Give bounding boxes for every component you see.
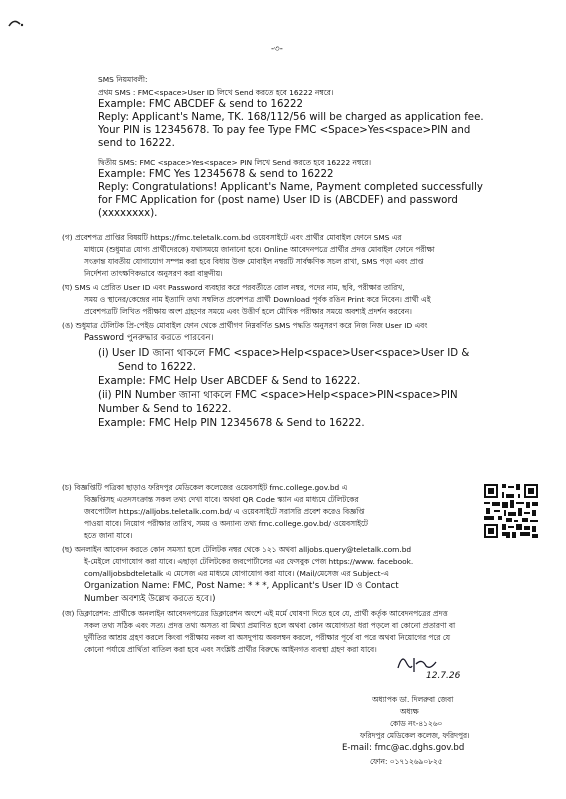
item-u-line-6: (ii) PIN Number জানা থাকলে FMC <space>Help<space>PIN<space>PIN (98, 390, 458, 401)
item-ch-line-5: Number অবশ্যই উল্লেখ করতে হবে।) (84, 594, 216, 604)
item-ch-line-3: com/alljobsbdteletalk এ মেসেজ এর মাধ্যমে যোগাযোগ করা যাবে। (Mail/মেসেজ এর Subject-এ (84, 569, 389, 578)
item-ch-line-1: (ছ) অনলাইন আবেদন করতে কোন সমস্যা হলে টেলিটক নম্বর থেকে ১২১ অথবা alljobs.query@teletalk.com.bd (62, 545, 412, 554)
second-sms-rule: দ্বিতীয় SMS: FMC <space>Yes<space> PIN লিখে Send করতে হবে 16222 নম্বরে। (98, 158, 372, 167)
item-gh-line-2: সময় ও স্থানের/কেন্দ্রের নাম ইত্যাদি তথ্য সম্বলিত প্রবেশপত্র প্রার্থী Download পূর্বক রঙিন Print করে নিবেন। প্রার্থী এই (84, 295, 431, 304)
second-sms-example: Example: FMC Yes 12345678 & send to 16222 (98, 169, 334, 180)
item-j-line-1: (জ) ডিক্লারেশন: প্রার্থীকে অনলাইন আবেদনপত্রের ডিক্লারেশন অংশে এই মর্মে ঘোষণা দিতে হবে যে, প্রার্থী কর্তৃক আবেদনপত্রের প্রদত্ত (62, 609, 448, 618)
item-g-line-3: সংক্রান্ত যাবতীয় যোগাযোগ সম্পন্ন করা হবে বিধায় উক্ত মোবাইল নম্বরটি সার্বক্ষণিক সচল রাখা, SMS পড়া এবং প্রাপ্ত (84, 257, 424, 266)
item-ch-line-4: Organization Name: FMC, Post Name: * * *, Applicant's User ID ও Contact (84, 581, 399, 591)
first-sms-reply-3: send to 16222. (98, 138, 175, 149)
signatory-code: কোড নং-৪১২৬০ (390, 719, 443, 728)
item-g-line-1: (গ) প্রবেশপত্র প্রাপ্তির বিষয়টি https://fmc.teletalk.com.bd ওয়েবসাইটে এবং প্রার্থীর মোবাইল ফোনে SMS এর (62, 233, 402, 242)
second-sms-reply-2: for FMC Application for (post name) User ID is (ABCDEF) and password (98, 195, 458, 206)
signatory-title: অধ্যক্ষ (400, 707, 419, 716)
signatory-name: অধ্যাপক ডা. দিলরুবা জেবা (372, 695, 454, 704)
sms-rules-heading: SMS নিয়মাবলী: (98, 75, 148, 84)
item-u-line-3: (i) User ID জানা থাকলে FMC <space>Help<space>User<space>User ID & (98, 348, 470, 359)
item-u-line-7: Number & Send to 16222. (98, 404, 232, 415)
second-sms-reply-3: (xxxxxxxx). (98, 208, 158, 219)
qr-code-image[interactable] (482, 482, 540, 540)
item-j-line-2: সকল তথ্য সঠিক এবং সত্য। প্রদত্ত তথ্য অসত্য বা মিথ্যা প্রমাণিত হলে অথবা কোন অযোগ্যতা ধরা পড়লে বা কোনো প্রতারণা বা (84, 621, 456, 630)
second-sms-reply-1: Reply: Congratulations! Applicant's Name, Payment completed successfully (98, 182, 483, 193)
first-sms-reply-1: Reply: Applicant's Name, TK. 168/112/56 will be charged as application fee. (98, 112, 484, 123)
item-j-line-3: দুর্নীতির আশ্রয় গ্রহণ করলে কিংবা পরীক্ষায় নকল বা অসদুপায় অবলম্বন করলে, পরীক্ষার পূর্বে বা পরে অথবা নিয়োগের পরে যে (84, 633, 451, 642)
signatory-institution: ফরিদপুর মেডিকেল কলেজ, ফরিদপুর। (360, 731, 470, 740)
punch-hole-mark (6, 6, 32, 32)
item-gh-line-3: প্রবেশপত্রটি লিখিত পরীক্ষায় অংশ গ্রহণের সময়ে এবং উত্তীর্ণ হলে মৌখিক পরীক্ষার সময়ে অবশ্যই প্রদর্শন করবেন। (84, 307, 412, 316)
first-sms-example: Example: FMC ABCDEF & send to 16222 (98, 99, 303, 110)
item-g-line-4: নির্দেশনা তাৎক্ষণিকভাবে অনুসরণ করা বাঞ্ছনীয়। (84, 269, 223, 278)
item-c-line-5: হতে জানা যাবে। (84, 531, 133, 540)
item-u-line-2: Password পুনরুদ্ধার করতে পারবেন। (84, 333, 214, 343)
signature-date: 12.7.26 (426, 671, 461, 681)
item-u-line-5: Example: FMC Help User ABCDEF & Send to 16222. (98, 376, 361, 387)
signatory-email[interactable]: E-mail: fmc@ac.dghs.gov.bd (342, 743, 465, 753)
item-g-line-2: মাধ্যমে (শুধুমাত্র যোগ্য প্রার্থীদেরকে) যথাসময়ে জানানো হবে। Online আবেদনপত্রে প্রার্থীর প্রদত্ত মোবাইল ফোনে পরীক্ষা (84, 245, 435, 254)
first-sms-rule: প্রথম SMS : FMC<space>User ID লিখে Send করতে হবে 16222 নম্বরে। (98, 88, 334, 97)
first-sms-reply-2: Your PIN is 12345678. To pay fee Type FMC <Space>Yes<space>PIN and (98, 125, 471, 136)
item-ch-line-2: ই-মেইলে যোগাযোগ করা যাবে। এছাড়া টেলিটকের জবপোর্টালের এর ফেসবুক পেজ https://www. facebook. (84, 557, 414, 566)
item-u-line-1: (ঙ) শুধুমাত্র টেলিটক প্রি-পেইড মোবাইল ফোন থেকে প্রার্থীগণ নিম্নবর্ণিত SMS পদ্ধতি অনুসরণ করে নিজ নিজ User ID এবং (62, 321, 428, 330)
item-u-line-4: Send to 16222. (118, 362, 197, 373)
item-c-line-1: (চ) বিজ্ঞপ্তিটি পত্রিকা ছাড়াও ফরিদপুর মেডিকেল কলেজের ওয়েবসাইট fmc.college.gov.bd এ (62, 483, 348, 492)
item-c-line-3: জবপোর্টাল https://alljobs.teletalk.com.bd/ এ ওয়েবসাইটে সরাসরি প্রবেশ করেও বিজ্ঞপ্তি (84, 507, 365, 516)
item-c-line-4: পাওয়া যাবে। নিয়োগ পরীক্ষার তারিখ, সময় ও অন্যান্য তথ্য fmc.college.gov.bd/ ওয়েবসাইটে (84, 519, 368, 528)
signatory-phone: ফোন: ০১৭১২৬৯০৮২৫ (370, 757, 443, 766)
item-u-line-8: Example: FMC Help PIN 12345678 & Send to 16222. (98, 418, 365, 429)
page-number: -৩- (271, 44, 283, 54)
item-c-line-2: বিজ্ঞপ্তিসহ এতদসংক্রান্ত সকল তথ্য দেখা যাবে। অথবা QR Code স্ক্যান এর মাধ্যমে টেলিটকের (84, 495, 359, 504)
item-gh-line-1: (ঘ) SMS এ প্রেরিত User ID এবং Password ব্যবহার করে পরবর্তীতে রোল নম্বর, পদের নাম, ছবি, পরীক্ষার তারিখ, (62, 283, 405, 292)
item-j-line-4: কোনো পর্যায়ে প্রার্থিতা বাতিল করা হবে এবং সংশ্লিষ্ট প্রার্থীর বিরুদ্ধে আইনগত ব্যবস্থা গ্রহণ করা যাবে। (84, 645, 377, 654)
